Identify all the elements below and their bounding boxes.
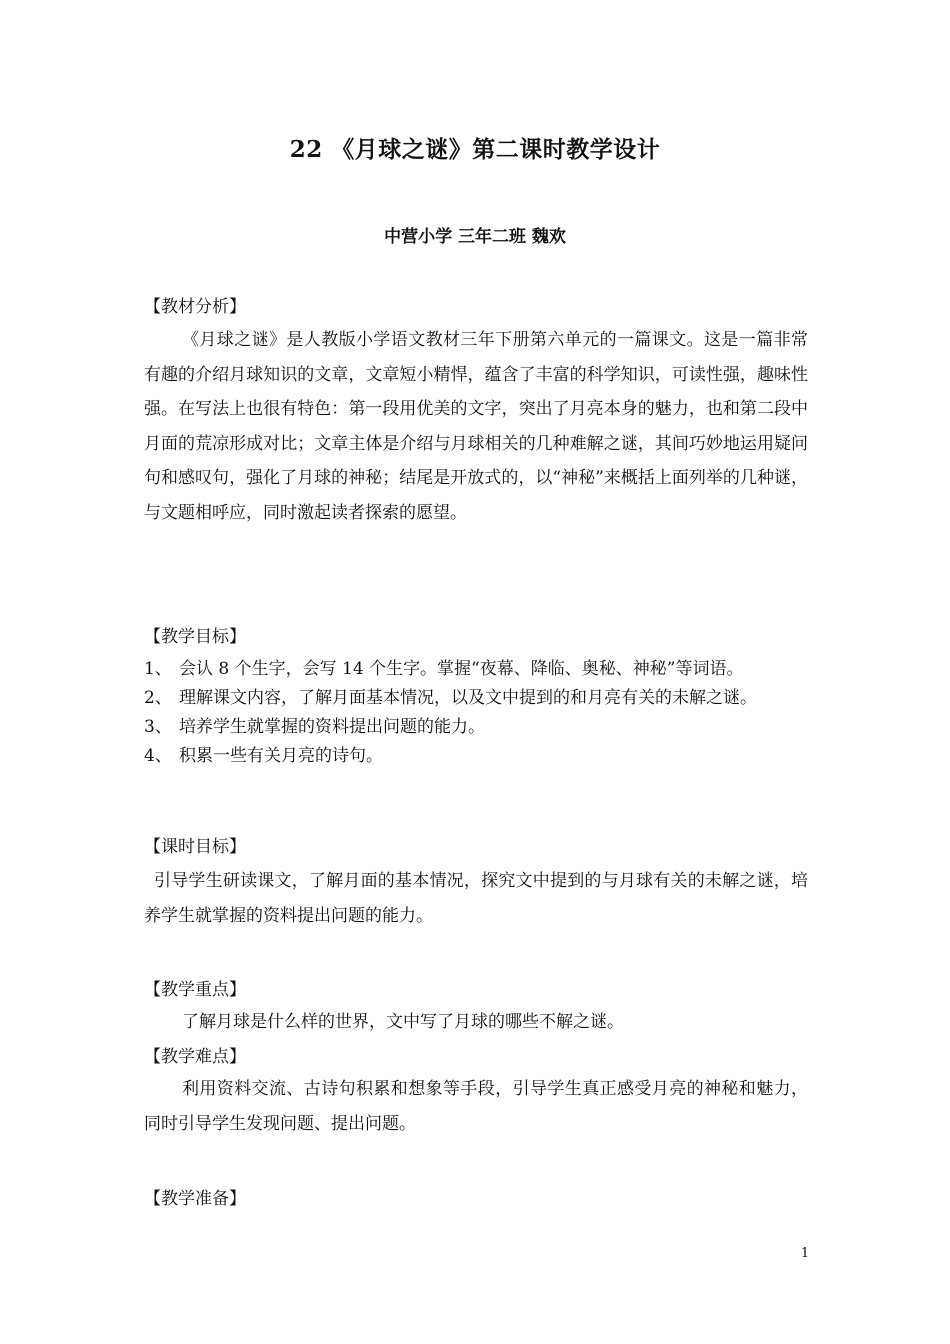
goal-text: 培养学生就掌握的资料提出问题的能力。 — [179, 717, 485, 737]
goal-text: 理解课文内容，了解月面基本情况，以及文中提到的和月亮有关的未解之谜。 — [179, 688, 757, 708]
goal-number: 2、 — [144, 688, 172, 708]
goal-number: 3、 — [144, 717, 172, 737]
section-heading-goals: 【教学目标】 — [144, 627, 246, 647]
analysis-paragraph: 《月球之谜》是人教版小学语文教材三年下册第六单元的一篇课文。这是一篇非常有趣的介绍月球知识的文章，文章短小精悍，蕴含了丰富的科学知识，可读性强，趣味性强。在写法上也很有特色：第一段用优美的文字，突出了月亮本身的魅力，也和第二段中月面的荒凉形成对比；文章主体是介绍与月球相关的几种难解之谜，其间巧妙地运用疑问句和感叹句，强化了月球的神秘；结尾是开放式的，以“神秘”来概括上面列举的几种谜，与文题相呼应，同时激起读者探索的愿望。 — [144, 330, 808, 523]
goal-text: 会认 8 个生字，会写 14 个生字。掌握“夜幕、降临、奥秘、神秘”等词语。 — [179, 659, 744, 679]
goal-item — [144, 684, 824, 713]
goal-item — [144, 713, 824, 742]
section-heading-difficulties: 【教学难点】 — [144, 1047, 246, 1067]
goal-item — [144, 655, 824, 684]
section-heading-analysis: 【教材分析】 — [144, 297, 246, 317]
goal-item — [144, 742, 824, 771]
goal-number: 4、 — [144, 746, 172, 766]
document-title: 22 《月球之谜》第二课时教学设计 — [289, 136, 661, 163]
author-byline: 中营小学 三年二班 魏欢 — [384, 227, 566, 247]
key-points-paragraph: 了解月球是什么样的世界，文中写了月球的哪些不解之谜。 — [182, 1012, 624, 1032]
difficulties-paragraph: 利用资料交流、古诗句积累和想象等手段，引导学生真正感受月亮的神秘和魅力，同时引导学生发现问题、提出问题。 — [144, 1079, 808, 1134]
goals-list — [144, 655, 824, 771]
lesson-goal-paragraph: 引导学生研读课文，了解月面的基本情况，探究文中提到的与月球有关的未解之谜，培养学生就掌握的资料提出问题的能力。 — [144, 871, 808, 926]
page-number: 1 — [800, 1246, 810, 1261]
goal-number: 1、 — [144, 659, 172, 679]
section-heading-lesson-goal: 【课时目标】 — [144, 837, 246, 857]
goal-text: 积累一些有关月亮的诗句。 — [179, 746, 383, 766]
section-heading-preparation: 【教学准备】 — [144, 1189, 246, 1209]
section-heading-key-points: 【教学重点】 — [144, 980, 246, 1000]
